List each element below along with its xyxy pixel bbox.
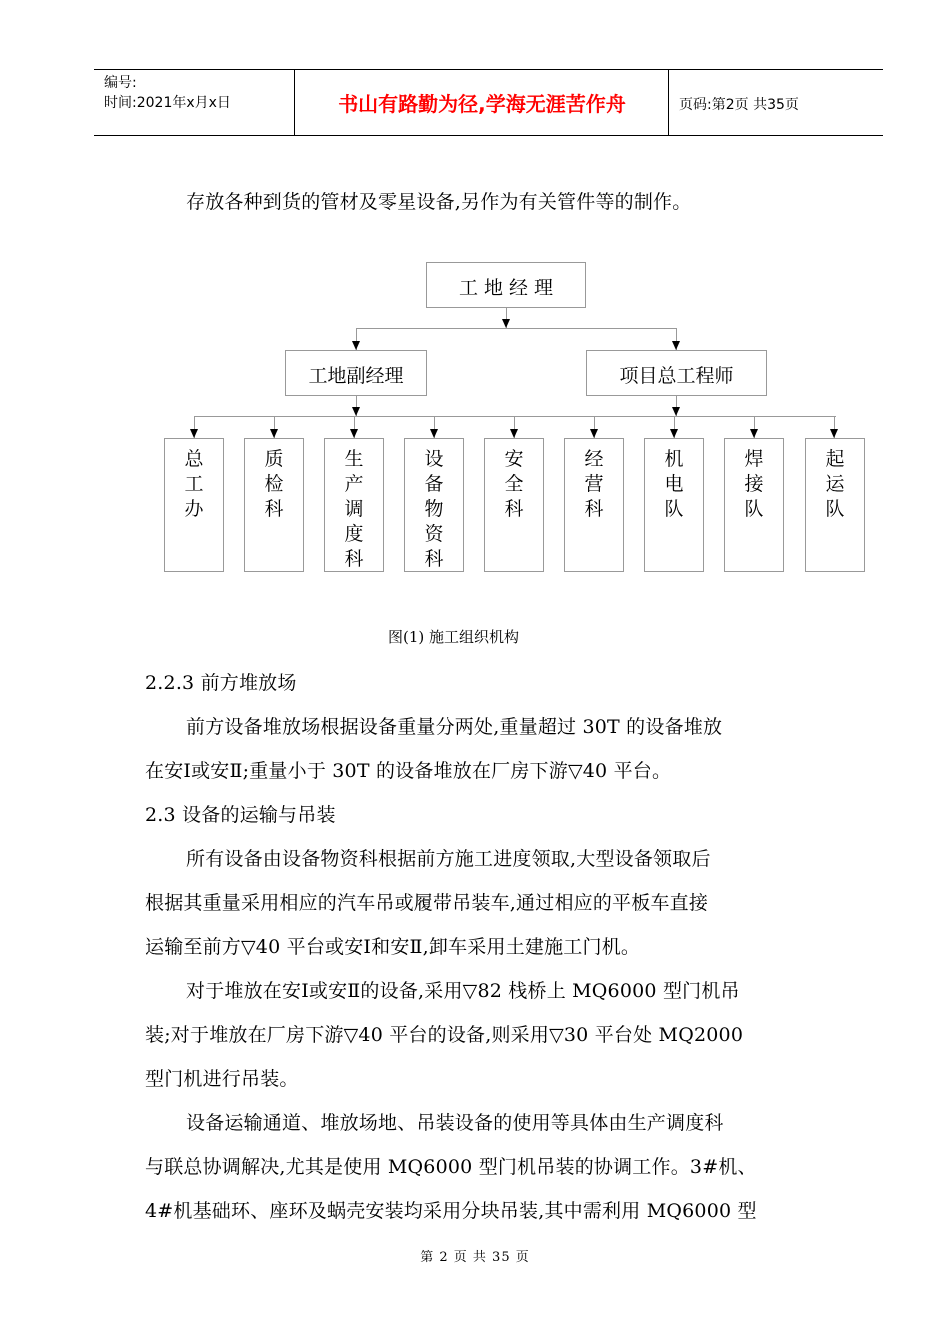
org-label-unit: 机电队 xyxy=(664,448,684,520)
org-arrow xyxy=(352,407,360,416)
org-arrow xyxy=(830,429,838,438)
org-arrow xyxy=(350,429,358,438)
figure-caption: 图(1) 施工组织机构 xyxy=(388,628,520,646)
org-label-unit: 起运队 xyxy=(825,448,845,520)
paragraph-line: 与联总协调解决,尤其是使用 MQ6000 型门机吊装的协调工作。3#机、 xyxy=(145,1156,757,1178)
org-arrow xyxy=(670,429,678,438)
paragraph-line: 设备运输通道、堆放场地、吊装设备的使用等具体由生产调度科 xyxy=(186,1112,724,1134)
intro-paragraph-line: 存放各种到货的管材及零星设备,另作为有关管件等的制作。 xyxy=(186,191,692,213)
org-label-unit: 设备物资科 xyxy=(424,448,444,570)
paragraph-line: 运输至前方▽40 平台或安Ⅰ和安Ⅱ,卸车采用土建施工门机。 xyxy=(145,936,641,958)
org-arrow xyxy=(672,407,680,416)
paragraph-line: 所有设备由设备物资科根据前方施工进度领取,大型设备领取后 xyxy=(186,848,711,870)
header-divider xyxy=(668,69,669,136)
section-heading: 2.3 设备的运输与吊装 xyxy=(145,804,336,826)
org-arrow xyxy=(352,341,360,350)
header-bottom-rule xyxy=(94,135,883,136)
org-arrow xyxy=(750,429,758,438)
org-connector xyxy=(356,328,676,329)
org-label-unit: 焊接队 xyxy=(744,448,764,520)
header-motto: 书山有路勤为径,学海无涯苦作舟 xyxy=(338,92,626,116)
org-label-chief-engineer: 项目总工程师 xyxy=(619,365,734,387)
page-number-label: 页码:第2页 共35页 xyxy=(679,97,799,113)
org-arrow xyxy=(430,429,438,438)
header-divider xyxy=(294,69,295,136)
org-arrow xyxy=(502,319,510,328)
document-time-label: 时间:2021年x月x日 xyxy=(104,95,231,111)
header-top-rule xyxy=(94,69,883,70)
section-heading: 2.2.3 前方堆放场 xyxy=(145,672,297,694)
document-number-label: 编号: xyxy=(104,75,137,91)
org-arrow xyxy=(672,341,680,350)
paragraph-line: 根据其重量采用相应的汽车吊或履带吊装车,通过相应的平板车直接 xyxy=(145,892,709,914)
paragraph-line: 对于堆放在安Ⅰ或安Ⅱ的设备,采用▽82 栈桥上 MQ6000 型门机吊 xyxy=(186,980,740,1002)
org-label-site-manager: 工 地 经 理 xyxy=(458,277,554,299)
paragraph-line: 4#机基础环、座环及蜗壳安装均采用分块吊装,其中需利用 MQ6000 型 xyxy=(145,1200,757,1222)
org-label-unit: 总工办 xyxy=(184,448,204,520)
org-label-unit: 经营科 xyxy=(584,448,604,520)
paragraph-line: 装;对于堆放在厂房下游▽40 平台的设备,则采用▽30 平台处 MQ2000 xyxy=(145,1024,744,1046)
org-label-unit: 质检科 xyxy=(264,448,284,520)
org-label-deputy-manager: 工地副经理 xyxy=(308,365,404,387)
paragraph-line: 前方设备堆放场根据设备重量分两处,重量超过 30T 的设备堆放 xyxy=(186,716,723,738)
org-arrow xyxy=(190,429,198,438)
org-arrow xyxy=(510,429,518,438)
paragraph-line: 在安Ⅰ或安Ⅱ;重量小于 30T 的设备堆放在厂房下游▽40 平台。 xyxy=(145,760,672,782)
org-label-unit: 生产调度科 xyxy=(344,448,364,570)
org-connector xyxy=(194,416,836,417)
org-arrow xyxy=(590,429,598,438)
page-footer: 第 2 页 共 35 页 xyxy=(420,1250,530,1265)
org-arrow xyxy=(270,429,278,438)
org-label-unit: 安全科 xyxy=(504,448,524,520)
paragraph-line: 型门机进行吊装。 xyxy=(145,1068,299,1090)
